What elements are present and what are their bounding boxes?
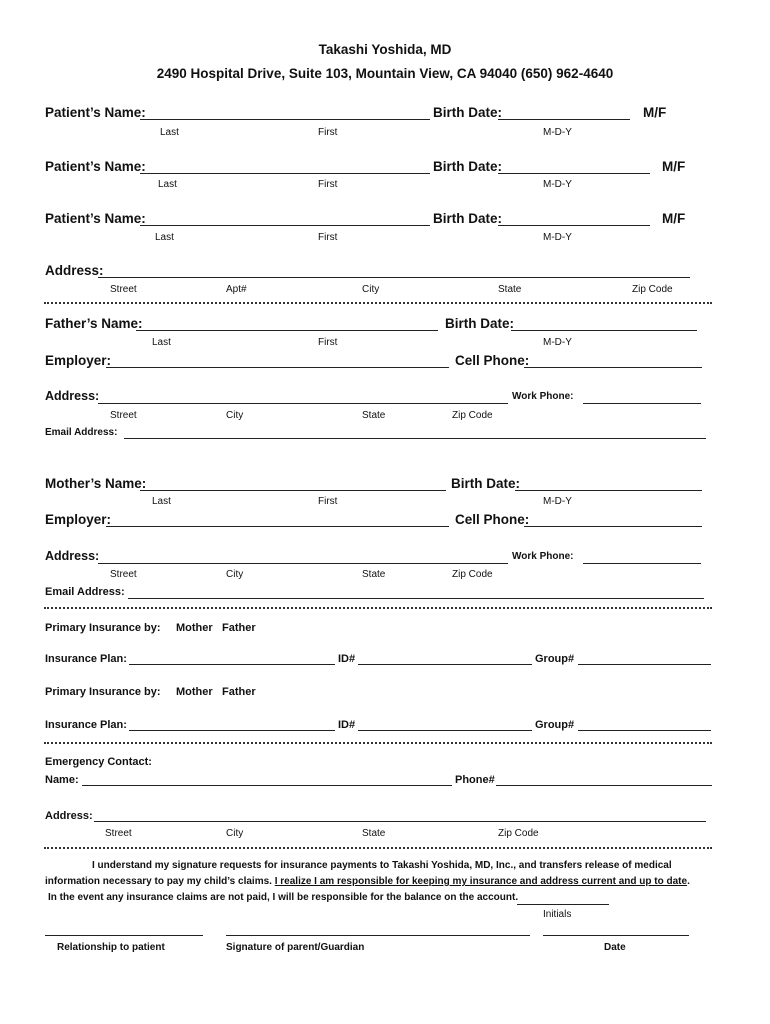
patient-name-field[interactable] xyxy=(140,225,430,226)
mother-employer-label: Employer: xyxy=(45,512,112,527)
last-caption: Last xyxy=(160,127,179,138)
group-label: Group# xyxy=(535,719,575,731)
insurance-plan-field[interactable] xyxy=(129,730,335,731)
father-name-label: Father’s Name: xyxy=(45,316,143,331)
patient-name-label: Patient’s Name: xyxy=(45,159,146,174)
last-caption: Last xyxy=(158,179,177,190)
relationship-caption: Relationship to patient xyxy=(57,942,165,953)
city-caption: City xyxy=(362,284,380,295)
mother-birth-field[interactable] xyxy=(515,490,702,491)
mother-email-label: Email Address: xyxy=(45,586,125,598)
first-caption: First xyxy=(318,496,338,507)
id-label: ID# xyxy=(338,653,356,665)
emergency-title: Emergency Contact: xyxy=(45,756,152,768)
zip-caption: Zip Code xyxy=(452,569,493,580)
consent-line-2a: information necessary to pay my child’s claims. xyxy=(45,876,275,887)
mdy-caption: M-D-Y xyxy=(543,232,572,243)
date-field[interactable] xyxy=(543,935,689,936)
patient-name-field[interactable] xyxy=(140,119,430,120)
apt-caption: Apt# xyxy=(226,284,247,295)
consent-line-2c: . xyxy=(687,876,690,887)
street-caption: Street xyxy=(105,828,132,839)
section-divider xyxy=(44,742,712,744)
emergency-address-label: Address: xyxy=(45,810,93,822)
sex-label[interactable]: M/F xyxy=(662,159,686,174)
section-divider xyxy=(44,847,712,849)
father-work-label: Work Phone: xyxy=(512,391,574,402)
father-employer-field[interactable] xyxy=(106,367,449,368)
father-option[interactable]: Father xyxy=(222,686,256,698)
insurance-plan-label: Insurance Plan: xyxy=(45,719,127,731)
last-caption: Last xyxy=(152,337,171,348)
mdy-caption: M-D-Y xyxy=(543,337,572,348)
section-divider xyxy=(44,607,712,609)
mdy-caption: M-D-Y xyxy=(543,496,572,507)
mother-option[interactable]: Mother xyxy=(176,622,213,634)
patient-name-label: Patient’s Name: xyxy=(45,105,146,120)
mdy-caption: M-D-Y xyxy=(543,127,572,138)
consent-responsibility: I realize I am responsible for keeping my insurance and address current and up to date xyxy=(274,876,688,887)
father-cell-label: Cell Phone: xyxy=(455,353,530,368)
state-caption: State xyxy=(362,828,386,839)
first-caption: First xyxy=(318,127,338,138)
insurance-plan-label: Insurance Plan: xyxy=(45,653,127,665)
city-caption: City xyxy=(226,828,244,839)
state-caption: State xyxy=(498,284,522,295)
father-email-field[interactable] xyxy=(124,438,706,439)
mother-cell-label: Cell Phone: xyxy=(455,512,530,527)
mother-work-label: Work Phone: xyxy=(512,551,574,562)
mother-email-field[interactable] xyxy=(128,598,704,599)
group-field[interactable] xyxy=(578,730,711,731)
birth-date-label: Birth Date: xyxy=(433,211,503,226)
birth-date-field[interactable] xyxy=(498,225,650,226)
street-caption: Street xyxy=(110,569,137,580)
group-label: Group# xyxy=(535,653,575,665)
zip-caption: Zip Code xyxy=(498,828,539,839)
father-employer-label: Employer: xyxy=(45,353,112,368)
initials-caption: Initials xyxy=(543,909,572,920)
zip-caption: Zip Code xyxy=(452,410,493,421)
patient-name-label: Patient’s Name: xyxy=(45,211,146,226)
primary-insurance-label: Primary Insurance by: xyxy=(45,686,161,698)
patient-name-field[interactable] xyxy=(140,173,430,174)
emergency-phone-field[interactable] xyxy=(496,785,712,786)
signature-field[interactable] xyxy=(226,935,530,936)
father-work-field[interactable] xyxy=(583,403,701,404)
state-caption: State xyxy=(362,410,386,421)
relationship-field[interactable] xyxy=(45,935,203,936)
last-caption: Last xyxy=(155,232,174,243)
insurance-plan-field[interactable] xyxy=(129,664,335,665)
street-caption: Street xyxy=(110,410,137,421)
city-caption: City xyxy=(226,569,244,580)
father-address-field[interactable] xyxy=(98,403,508,404)
last-caption: Last xyxy=(152,496,171,507)
mother-cell-field[interactable] xyxy=(524,526,702,527)
father-name-field[interactable] xyxy=(136,330,438,331)
mother-work-field[interactable] xyxy=(583,563,701,564)
birth-date-label: Birth Date: xyxy=(433,159,503,174)
first-caption: First xyxy=(318,232,338,243)
first-caption: First xyxy=(318,179,338,190)
birth-date-field[interactable] xyxy=(498,173,650,174)
consent-line-3: In the event any insurance claims are not paid, I will be responsible for the balance on the account. xyxy=(48,892,519,903)
address-label: Address: xyxy=(45,263,104,278)
emergency-name-field[interactable] xyxy=(82,785,452,786)
address-field[interactable] xyxy=(98,277,690,278)
mother-employer-field[interactable] xyxy=(106,526,449,527)
mother-name-field[interactable] xyxy=(140,490,446,491)
father-cell-field[interactable] xyxy=(524,367,702,368)
father-birth-field[interactable] xyxy=(511,330,697,331)
birth-date-field[interactable] xyxy=(498,119,630,120)
initials-field[interactable] xyxy=(517,904,609,905)
father-address-label: Address: xyxy=(45,389,100,403)
sex-label[interactable]: M/F xyxy=(643,105,667,120)
id-field[interactable] xyxy=(358,730,532,731)
sex-label[interactable]: M/F xyxy=(662,211,686,226)
date-caption: Date xyxy=(604,942,626,953)
mother-address-field[interactable] xyxy=(98,563,508,564)
street-caption: Street xyxy=(110,284,137,295)
section-divider xyxy=(44,302,712,304)
signature-caption: Signature of parent/Guardian xyxy=(226,942,365,953)
first-caption: First xyxy=(318,337,338,348)
mother-birth-label: Birth Date: xyxy=(451,476,521,491)
city-caption: City xyxy=(226,410,244,421)
birth-date-label: Birth Date: xyxy=(433,105,503,120)
state-caption: State xyxy=(362,569,386,580)
emergency-address-field[interactable] xyxy=(94,821,706,822)
id-field[interactable] xyxy=(358,664,532,665)
father-option[interactable]: Father xyxy=(222,622,256,634)
practice-address: 2490 Hospital Drive, Suite 103, Mountain View, CA 94040 (650) 962-4640 xyxy=(156,66,614,81)
mother-address-label: Address: xyxy=(45,549,100,563)
doctor-name: Takashi Yoshida, MD xyxy=(318,42,452,57)
emergency-phone-label: Phone# xyxy=(455,774,495,786)
group-field[interactable] xyxy=(578,664,711,665)
emergency-name-label: Name: xyxy=(45,774,79,786)
mother-name-label: Mother’s Name: xyxy=(45,476,147,491)
consent-line-1: I understand my signature requests for insurance payments to Takashi Yoshida, MD, Inc., and transfers release of medical xyxy=(92,860,672,871)
mdy-caption: M-D-Y xyxy=(543,179,572,190)
mother-option[interactable]: Mother xyxy=(176,686,213,698)
zip-caption: Zip Code xyxy=(632,284,673,295)
id-label: ID# xyxy=(338,719,356,731)
father-email-label: Email Address: xyxy=(45,427,118,438)
primary-insurance-label: Primary Insurance by: xyxy=(45,622,161,634)
consent-line-2 xyxy=(45,876,690,887)
father-birth-label: Birth Date: xyxy=(445,316,515,331)
